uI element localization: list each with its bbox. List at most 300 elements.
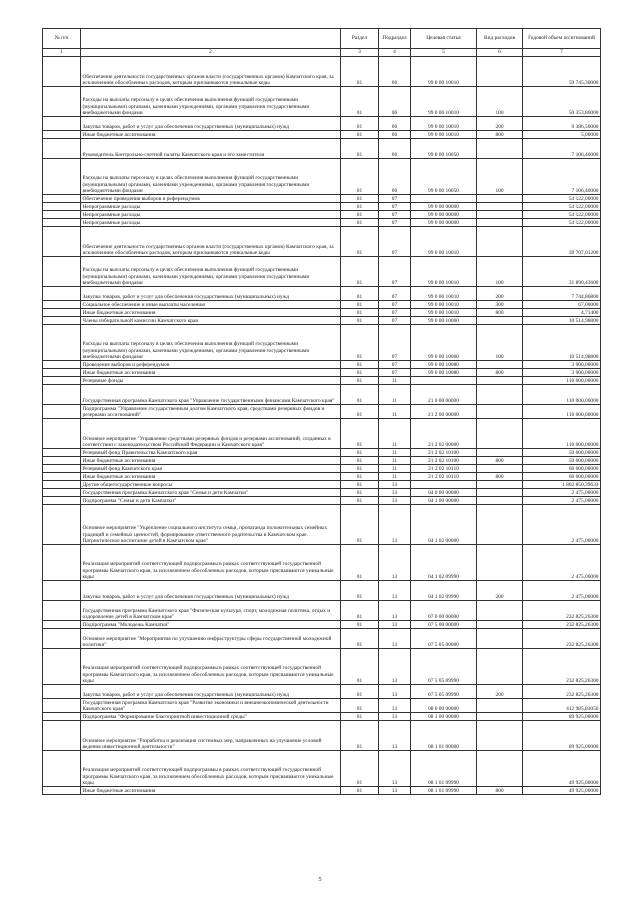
row-podrazdel-cell: 06	[379, 139, 411, 159]
row-amount-cell: 50 353,80000	[523, 87, 601, 117]
row-podrazdel-cell: 11	[379, 465, 411, 473]
row-podrazdel-cell: 07	[379, 317, 411, 325]
row-target-article-cell: 99 0 00 10010	[411, 257, 477, 287]
row-number-cell	[43, 505, 81, 545]
row-target-article-cell: 99 0 00 10060	[411, 325, 477, 361]
row-number-cell	[43, 457, 81, 465]
row-number-cell	[43, 325, 81, 361]
row-podrazdel-cell: 13	[379, 629, 411, 649]
row-number-cell	[43, 699, 81, 713]
row-name-cell: Непрограммные расходы	[81, 219, 341, 227]
table-row	[43, 287, 601, 301]
row-target-article-cell: 99 0 00 10010	[411, 309, 477, 317]
row-target-article-cell: 07 5 05 00000	[411, 629, 477, 649]
row-expense-type-cell: 800	[477, 457, 523, 465]
row-podrazdel-cell: 11	[379, 377, 411, 385]
row-target-article-cell: 04 1 00 00000	[411, 497, 477, 505]
table-row	[43, 685, 601, 699]
row-name-cell: Иные бюджетные ассигнования	[81, 309, 341, 317]
row-number-cell	[43, 473, 81, 481]
table-row	[43, 621, 601, 629]
row-expense-type-cell: 200	[477, 117, 523, 131]
row-razdel-cell: 01	[341, 601, 379, 621]
row-name-cell: Непрограммные расходы	[81, 203, 341, 211]
row-razdel-cell: 01	[341, 497, 379, 505]
row-razdel-cell: 01	[341, 699, 379, 713]
row-razdel-cell: 01	[341, 301, 379, 309]
table-row	[43, 57, 601, 87]
row-podrazdel-cell: 13	[379, 601, 411, 621]
row-razdel-cell: 01	[341, 473, 379, 481]
row-number-cell	[43, 581, 81, 601]
row-target-article-cell: 08 1 00 00000	[411, 713, 477, 721]
row-amount-cell: 110 000,00000	[523, 405, 601, 419]
row-razdel-cell: 01	[341, 481, 379, 489]
row-name-cell: Реализация мероприятий соответствующей подпрограммы в рамках соответствующей государственной программы Камчатского края, за исключением обособленных расходов, которым присваиваются уникальные коды	[81, 751, 341, 787]
row-number-cell	[43, 629, 81, 649]
header-name	[81, 29, 341, 49]
row-number-cell	[43, 685, 81, 699]
row-amount-cell: 60 000,00000	[523, 465, 601, 473]
row-podrazdel-cell: 06	[379, 159, 411, 195]
row-expense-type-cell	[477, 219, 523, 227]
row-podrazdel-cell: 13	[379, 685, 411, 699]
row-target-article-cell: 07 5 05 09990	[411, 649, 477, 685]
table-row	[43, 481, 601, 489]
row-number-cell	[43, 649, 81, 685]
table-row	[43, 317, 601, 325]
row-number-cell	[43, 419, 81, 449]
row-amount-cell: 4,71400	[523, 309, 601, 317]
row-target-article-cell: 99 0 00 10080	[411, 361, 477, 369]
row-name-cell: Иные бюджетные ассигнования	[81, 131, 341, 139]
row-expense-type-cell	[477, 317, 523, 325]
row-name-cell: Члены избирательной комиссии Камчатского края	[81, 317, 341, 325]
row-target-article-cell: 21 2 00 00000	[411, 405, 477, 419]
row-amount-cell: 232 825,26300	[523, 685, 601, 699]
row-number-cell	[43, 751, 81, 787]
row-expense-type-cell	[477, 621, 523, 629]
row-razdel-cell: 01	[341, 465, 379, 473]
table-row	[43, 203, 601, 211]
row-target-article-cell: 08 1 01 09990	[411, 787, 477, 795]
row-podrazdel-cell: 07	[379, 369, 411, 377]
row-name-cell: Основное мероприятие "Разработка и реализация системных мер, направленных на улучшение условий ведения инвестиционной деятельности"	[81, 721, 341, 751]
row-razdel-cell: 01	[341, 369, 379, 377]
row-name-cell: Основное мероприятие "Управление средствами резервных фондов и резервами ассигнований, созданных в соответствии с законодательством Российской Федерации и Камчатского края"	[81, 419, 341, 449]
table-row	[43, 505, 601, 545]
row-name-cell: Резервный фонд Камчатского края	[81, 465, 341, 473]
row-number-cell	[43, 317, 81, 325]
row-razdel-cell: 01	[341, 751, 379, 787]
table-row	[43, 497, 601, 505]
row-podrazdel-cell: 07	[379, 219, 411, 227]
row-razdel-cell: 01	[341, 505, 379, 545]
table-row	[43, 787, 601, 795]
row-name-cell: Основное мероприятие "Мероприятия по улучшению инфраструктуры сферы государственной молодежной политики"	[81, 629, 341, 649]
row-name-cell: Обеспечение деятельности государственных органов власти (государственных органов) Камчатского края, за исключением обособленных расходов, которым присваиваются уникальные коды	[81, 227, 341, 257]
column-number: 1	[43, 49, 81, 57]
row-amount-cell: 7 106,40000	[523, 139, 601, 159]
table-row	[43, 721, 601, 751]
row-amount-cell: 54 122,00000	[523, 203, 601, 211]
row-name-cell: Государственная программа Камчатского края "Управление государственными финансами Камчатского края"	[81, 385, 341, 405]
row-target-article-cell: 21 0 00 00000	[411, 385, 477, 405]
row-podrazdel-cell: 13	[379, 621, 411, 629]
row-name-cell: Государственная программа Камчатского края "Физическая культура, спорт, молодежная политика, отдых и оздоровление детей в Камчатском крае"	[81, 601, 341, 621]
row-razdel-cell: 01	[341, 457, 379, 465]
row-razdel-cell: 01	[341, 405, 379, 419]
row-podrazdel-cell: 07	[379, 211, 411, 219]
row-number-cell	[43, 601, 81, 621]
column-number: 4	[379, 49, 411, 57]
column-number: 6	[477, 49, 523, 57]
row-expense-type-cell: 100	[477, 257, 523, 287]
row-podrazdel-cell: 13	[379, 751, 411, 787]
table-row	[43, 581, 601, 601]
row-number-cell	[43, 87, 81, 117]
row-podrazdel-cell: 11	[379, 419, 411, 449]
row-razdel-cell: 01	[341, 621, 379, 629]
row-number-cell	[43, 131, 81, 139]
row-target-article-cell: 04 1 02 00000	[411, 505, 477, 545]
row-razdel-cell: 01	[341, 211, 379, 219]
row-razdel-cell: 01	[341, 489, 379, 497]
row-podrazdel-cell: 06	[379, 117, 411, 131]
row-podrazdel-cell: 13	[379, 713, 411, 721]
row-podrazdel-cell: 07	[379, 361, 411, 369]
row-target-article-cell: 99 0 00 10010	[411, 287, 477, 301]
row-target-article-cell	[411, 481, 477, 489]
header-target-article: Целевая статья	[411, 29, 477, 49]
row-target-article-cell: 04 0 00 00000	[411, 489, 477, 497]
row-podrazdel-cell: 07	[379, 309, 411, 317]
table-row	[43, 751, 601, 787]
row-name-cell: Непрограммные расходы	[81, 211, 341, 219]
row-expense-type-cell	[477, 385, 523, 405]
row-amount-cell: 10 514,98800	[523, 317, 601, 325]
row-expense-type-cell	[477, 449, 523, 457]
row-name-cell: Подпрограмма "Семья и дети Камчатки"	[81, 497, 341, 505]
row-target-article-cell: 21 2 02 10100	[411, 449, 477, 457]
row-podrazdel-cell: 13	[379, 581, 411, 601]
row-expense-type-cell	[477, 57, 523, 87]
row-expense-type-cell: 100	[477, 159, 523, 195]
row-target-article-cell: 21 2 02 10110	[411, 473, 477, 481]
row-expense-type-cell: 800	[477, 787, 523, 795]
row-number-cell	[43, 219, 81, 227]
row-amount-cell: 54 122,00000	[523, 195, 601, 203]
row-podrazdel-cell: 13	[379, 505, 411, 545]
row-name-cell: Подпрограмма "Управление государственным долгом Камчатского края, средствами резервных фондов и резервами ассигнований"	[81, 405, 341, 419]
row-expense-type-cell	[477, 505, 523, 545]
row-number-cell	[43, 361, 81, 369]
row-podrazdel-cell: 13	[379, 699, 411, 713]
row-name-cell: Обеспечение деятельности государственных органов власти (государственных органов) Камчатского края, за исключением обособленных расходов, которым присваиваются уникальные коды	[81, 57, 341, 87]
row-amount-cell: 2 475,00000	[523, 581, 601, 601]
header-expense-type: Вид расходов	[477, 29, 523, 49]
row-name-cell: Расходы на выплаты персоналу в целях обеспечения выполнения функций государственными (муниципальными) органами, казенными учреждениями, органами управления государственными внебюджетными фондами	[81, 257, 341, 287]
row-number-cell	[43, 369, 81, 377]
row-amount-cell: 232 825,26300	[523, 629, 601, 649]
row-razdel-cell: 01	[341, 721, 379, 751]
table-column-numbers-row	[43, 49, 601, 57]
row-podrazdel-cell: 13	[379, 489, 411, 497]
row-name-cell: Закупка товаров, работ и услуг для обеспечения государственных (муниципальных) нужд	[81, 287, 341, 301]
row-number-cell	[43, 139, 81, 159]
table-row	[43, 195, 601, 203]
row-number-cell	[43, 257, 81, 287]
row-target-article-cell: 99 0 00 00000	[411, 219, 477, 227]
table-row	[43, 385, 601, 405]
row-name-cell: Иные бюджетные ассигнования	[81, 369, 341, 377]
row-amount-cell: 10 514,98800	[523, 325, 601, 361]
table-row	[43, 489, 601, 497]
row-razdel-cell: 01	[341, 131, 379, 139]
row-podrazdel-cell: 13	[379, 481, 411, 489]
row-podrazdel-cell: 06	[379, 87, 411, 117]
row-name-cell: Проведение выборов и референдумов	[81, 361, 341, 369]
row-target-article-cell: 99 0 00 10050	[411, 139, 477, 159]
row-podrazdel-cell: 07	[379, 203, 411, 211]
row-expense-type-cell	[477, 481, 523, 489]
column-number: 3	[341, 49, 379, 57]
row-podrazdel-cell: 13	[379, 787, 411, 795]
row-name-cell: Закупка товаров, работ и услуг для обеспечения государственных (муниципальных) нужд	[81, 117, 341, 131]
row-name-cell: Резервный фонд Правительства Камчатского края	[81, 449, 341, 457]
row-amount-cell: 2 475,00000	[523, 545, 601, 581]
row-target-article-cell: 21 2 02 00000	[411, 419, 477, 449]
row-razdel-cell: 01	[341, 361, 379, 369]
row-amount-cell: 49 925,00000	[523, 787, 601, 795]
table-row	[43, 419, 601, 449]
row-podrazdel-cell: 07	[379, 301, 411, 309]
row-number-cell	[43, 57, 81, 87]
row-expense-type-cell	[477, 545, 523, 581]
table-row	[43, 257, 601, 287]
row-name-cell: Иные бюджетные ассигнования	[81, 457, 341, 465]
row-amount-cell: 5,00000	[523, 131, 601, 139]
row-number-cell	[43, 203, 81, 211]
table-row	[43, 309, 601, 317]
table-row	[43, 301, 601, 309]
row-number-cell	[43, 117, 81, 131]
row-name-cell: Закупка товаров, работ и услуг для обеспечения государственных (муниципальных) нужд	[81, 581, 341, 601]
row-number-cell	[43, 721, 81, 751]
table-row	[43, 361, 601, 369]
row-razdel-cell: 01	[341, 713, 379, 721]
row-amount-cell: 50 000,00000	[523, 449, 601, 457]
row-expense-type-cell: 100	[477, 325, 523, 361]
row-amount-cell: 39 707,01200	[523, 227, 601, 257]
header-annual-amount: Годовой объем ассигнований	[523, 29, 601, 49]
table-row	[43, 227, 601, 257]
row-amount-cell: 59 745,30000	[523, 57, 601, 87]
row-expense-type-cell: 300	[477, 301, 523, 309]
row-target-article-cell: 99 0 00 00000	[411, 211, 477, 219]
row-number-cell	[43, 385, 81, 405]
table-row	[43, 649, 601, 685]
row-expense-type-cell: 800	[477, 131, 523, 139]
row-number-cell	[43, 497, 81, 505]
row-podrazdel-cell: 13	[379, 649, 411, 685]
row-name-cell: Подпрограмма "Молодежь Камчатки"	[81, 621, 341, 629]
row-expense-type-cell: 200	[477, 581, 523, 601]
row-razdel-cell: 01	[341, 195, 379, 203]
row-amount-cell: 31 890,43600	[523, 257, 601, 287]
row-name-cell: Расходы на выплаты персоналу в целях обеспечения выполнения функций государственными (муниципальными) органами, казенными учреждениями, органами управления государственными внебюджетными фондами	[81, 87, 341, 117]
column-number: 2	[81, 49, 341, 57]
row-razdel-cell: 01	[341, 685, 379, 699]
row-razdel-cell: 01	[341, 309, 379, 317]
row-amount-cell: 49 925,00000	[523, 751, 601, 787]
row-amount-cell: 232 825,26300	[523, 621, 601, 629]
budget-table	[42, 28, 601, 795]
row-expense-type-cell	[477, 713, 523, 721]
page-number: 5	[318, 876, 322, 883]
table-body	[43, 57, 601, 795]
header-podrazdel: Подраздел	[379, 29, 411, 49]
row-number-cell	[43, 713, 81, 721]
row-number-cell	[43, 227, 81, 257]
table-row	[43, 465, 601, 473]
row-target-article-cell	[411, 377, 477, 385]
budget-table-sheet	[42, 28, 600, 795]
row-podrazdel-cell: 07	[379, 195, 411, 203]
row-razdel-cell: 01	[341, 325, 379, 361]
row-amount-cell: 2 475,00000	[523, 505, 601, 545]
row-razdel-cell: 01	[341, 377, 379, 385]
row-razdel-cell: 01	[341, 317, 379, 325]
row-podrazdel-cell: 11	[379, 473, 411, 481]
row-amount-cell: 7 106,40000	[523, 159, 601, 195]
row-number-cell	[43, 621, 81, 629]
row-expense-type-cell	[477, 629, 523, 649]
row-amount-cell: 54 122,00000	[523, 211, 601, 219]
table-row	[43, 377, 601, 385]
row-target-article-cell: 99 0 00 10010	[411, 227, 477, 257]
table-row	[43, 601, 601, 621]
row-expense-type-cell: 200	[477, 287, 523, 301]
table-row	[43, 87, 601, 117]
row-expense-type-cell	[477, 377, 523, 385]
row-target-article-cell: 07 5 05 09990	[411, 685, 477, 699]
row-expense-type-cell	[477, 601, 523, 621]
row-number-cell	[43, 545, 81, 581]
row-number-cell	[43, 195, 81, 203]
row-podrazdel-cell: 11	[379, 457, 411, 465]
row-expense-type-cell	[477, 419, 523, 449]
row-name-cell: Иные бюджетные ассигнования	[81, 473, 341, 481]
row-name-cell: Основное мероприятие "Укрепление социального института семьи, пропаганда положительных семейных традиций и семейных ценностей, формирование ответственного родительства в Камчатском крае. Патриотическое воспитание детей в Камчатском крае"	[81, 505, 341, 545]
row-target-article-cell: 07 0 00 00000	[411, 601, 477, 621]
row-expense-type-cell	[477, 649, 523, 685]
table-row	[43, 369, 601, 377]
table-row	[43, 131, 601, 139]
table-row	[43, 629, 601, 649]
row-expense-type-cell: 100	[477, 87, 523, 117]
row-expense-type-cell	[477, 751, 523, 787]
table-row	[43, 219, 601, 227]
row-name-cell: Подпрограмма "Формирование благоприятной инвестиционной среды"	[81, 713, 341, 721]
row-razdel-cell: 01	[341, 581, 379, 601]
row-number-cell	[43, 309, 81, 317]
row-name-cell: Государственная программа Камчатского края "Развитие экономики и внешнеэкономической деятельности Камчатского края"	[81, 699, 341, 713]
table-row	[43, 117, 601, 131]
row-name-cell: Государственная программа Камчатского края "Семья и дети Камчатки"	[81, 489, 341, 497]
row-podrazdel-cell: 07	[379, 227, 411, 257]
row-amount-cell: 54 122,00000	[523, 219, 601, 227]
row-number-cell	[43, 405, 81, 419]
row-name-cell: Иные бюджетные ассигнования	[81, 787, 341, 795]
row-amount-cell: 2 475,00000	[523, 489, 601, 497]
row-razdel-cell: 01	[341, 203, 379, 211]
row-name-cell: Руководитель Контрольно-счетной палаты Камчатского края и его заместители	[81, 139, 341, 159]
row-target-article-cell: 99 0 00 10060	[411, 317, 477, 325]
row-amount-cell: 3 900,00000	[523, 369, 601, 377]
table-row	[43, 405, 601, 419]
row-expense-type-cell	[477, 489, 523, 497]
row-razdel-cell: 01	[341, 159, 379, 195]
table-row	[43, 457, 601, 465]
row-target-article-cell: 99 0 00 10010	[411, 117, 477, 131]
row-expense-type-cell	[477, 139, 523, 159]
row-amount-cell: 67,00000	[523, 301, 601, 309]
row-razdel-cell: 01	[341, 139, 379, 159]
row-number-cell	[43, 159, 81, 195]
row-amount-cell: 2 475,00000	[523, 497, 601, 505]
row-razdel-cell: 01	[341, 385, 379, 405]
row-razdel-cell: 01	[341, 87, 379, 117]
row-name-cell: Закупка товаров, работ и услуг для обеспечения государственных (муниципальных) нужд	[81, 685, 341, 699]
row-expense-type-cell	[477, 195, 523, 203]
row-target-article-cell: 08 1 01 09990	[411, 751, 477, 787]
row-target-article-cell: 08 0 00 00000	[411, 699, 477, 713]
table-row	[43, 211, 601, 219]
row-expense-type-cell	[477, 497, 523, 505]
row-expense-type-cell	[477, 405, 523, 419]
row-podrazdel-cell: 11	[379, 449, 411, 457]
table-row	[43, 473, 601, 481]
row-podrazdel-cell: 11	[379, 385, 411, 405]
row-razdel-cell: 01	[341, 545, 379, 581]
row-amount-cell: 3 900,00000	[523, 361, 601, 369]
row-amount-cell: 1 802 850,39633	[523, 481, 601, 489]
row-amount-cell: 232 825,26300	[523, 601, 601, 621]
row-podrazdel-cell: 11	[379, 405, 411, 419]
row-name-cell: Резервные фонды	[81, 377, 341, 385]
row-razdel-cell: 01	[341, 219, 379, 227]
row-expense-type-cell: 800	[477, 369, 523, 377]
row-number-cell	[43, 489, 81, 497]
row-razdel-cell: 01	[341, 629, 379, 649]
row-target-article-cell: 21 2 02 10100	[411, 457, 477, 465]
row-expense-type-cell: 200	[477, 685, 523, 699]
row-name-cell: Другие общегосударственные вопросы	[81, 481, 341, 489]
row-expense-type-cell	[477, 211, 523, 219]
row-target-article-cell: 21 2 02 10110	[411, 465, 477, 473]
table-row	[43, 545, 601, 581]
row-razdel-cell: 01	[341, 227, 379, 257]
row-target-article-cell: 07 5 00 00000	[411, 621, 477, 629]
row-number-cell	[43, 377, 81, 385]
row-podrazdel-cell: 07	[379, 325, 411, 361]
row-expense-type-cell	[477, 465, 523, 473]
row-amount-cell: 232 825,26300	[523, 649, 601, 685]
row-target-article-cell: 99 0 00 10010	[411, 131, 477, 139]
table-row	[43, 449, 601, 457]
row-expense-type-cell	[477, 699, 523, 713]
